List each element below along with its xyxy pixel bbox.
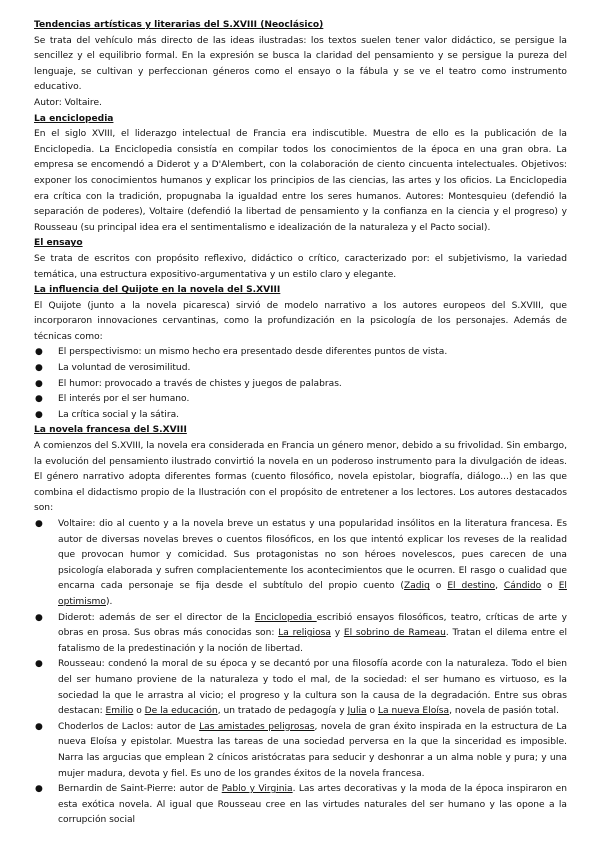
author-item-voltaire bbox=[34, 517, 567, 611]
bullet-icon: ● bbox=[35, 409, 43, 420]
bullet-icon: ● bbox=[35, 659, 43, 670]
work-title: La nueva Eloísa bbox=[377, 706, 450, 717]
section-heading: La novela francesa del S.XVIII bbox=[34, 425, 187, 436]
author-item-diderot bbox=[34, 611, 567, 658]
section-heading: La influencia del Quijote en la novela del S.XVIII bbox=[34, 285, 281, 296]
author-item-saint-pierre bbox=[34, 782, 567, 829]
list-item-text: El interés por el ser humano. bbox=[58, 394, 190, 405]
section-body: El Quijote (junto a la novela picaresca) sirvió de modelo narrativo a los autores europeos del S.XVIII, que incorporaron innovaciones cervantinas, como la profundización en la psicología de los personajes. Además de técnicas como: bbox=[34, 300, 567, 342]
item-text: . Tratan el dilema entre el fatalismo de la predestinación y la noción de libertad. bbox=[58, 628, 568, 654]
section-ensayo bbox=[34, 236, 567, 283]
section-novela-francesa bbox=[34, 423, 567, 828]
author-item-rousseau bbox=[34, 657, 567, 719]
section-body: En el siglo XVIII, el liderazgo intelectual de Francia era indiscutible. Muestra de ello es la publicación de la Enciclopedia. La Enciclopedia consistía en compilar todos los conocimientos de la época en una gran obra. La empresa se encomendó a Diderot y a D'Alembert, con la colaboración de ciento cincuenta intelectuales. Objetivos: exponer los conocimientos humanos y explicar los principios de las ciencias, las artes y los oficios. La Enciclopedia era crítica con la tradición, propugnaba la igualdad entre los seres humanos. Autores: Montesquieu (defendió la separación de poderes), Voltaire (defendió la libertad de pensamiento y la confianza en la ciencia y el progreso) y Rousseau (su principal idea era el sentimentalismo e idealización de la naturaleza y el Pacto social). bbox=[34, 129, 567, 233]
list-item-text: La voluntad de verosimilitud. bbox=[58, 363, 191, 374]
work-title: Enciclopedia bbox=[254, 612, 317, 623]
section-heading: El ensayo bbox=[34, 238, 83, 249]
section-neoclasico bbox=[34, 18, 567, 112]
item-text: . Las artes decorativas y la moda de la época inspiraron en esta exótica novela. Al igual que Rousseau cree en las virtudes naturales del ser humano y las opone a la corrupción social bbox=[58, 784, 567, 826]
item-text: Choderlos de Laclos: autor de bbox=[58, 721, 200, 732]
item-text: , novela de gran éxito inspirada en la estructura de La nueva Eloísa y epistolar. Muestra las tareas de una sociedad perversa en la que la sinceridad es imposible. Narra las argucias que emplean 2 cínicos aristócratas para seducir y deshonrar a un alma noble y pura; y una mujer madura, devota y fiel. Es uno de los grandes éxitos de la novela francesa. bbox=[58, 721, 567, 779]
item-text: Voltaire: dio al cuento y a la novela breve un estatus y una popularidad insólitos en la literatura francesa. Es autor de diversas novelas breves o cuentos filosóficos, en los que intentó explicar los reveses de la realidad que provocan humor y comicidad. Sus protagonistas no son héroes novelescos, pues carecen de una psicología elaborada y sufren complacientemente los acontecimientos que le ocurren. El rasgo o cualidad que encarna cada personaje se fija desde el subtítulo del propio cuento ( bbox=[58, 519, 567, 592]
work-title: El sobrino de Rameau bbox=[343, 628, 446, 639]
list-item bbox=[34, 361, 567, 377]
work-title: Las amistades peligrosas bbox=[199, 721, 315, 732]
bullet-icon: ● bbox=[35, 519, 43, 529]
list-item-text: El humor: provocado a través de chistes y juegos de palabras. bbox=[58, 378, 342, 389]
item-text: Rousseau: condenó la moral de su época y se decantó por una filosofía acorde con la naturaleza. Todo el bien del ser humano proviene de la naturaleza y todo el mal, de la sociedad: el ser humano es virtuoso, es la sociedad la que le arrastra al vicio; el progreso y la cultura son la causa de la degradación. Entre sus obras destacan: bbox=[58, 659, 567, 717]
item-text: , novela de pasión total. bbox=[449, 706, 559, 717]
work-title: La religiosa bbox=[278, 628, 331, 639]
bullet-icon: ● bbox=[35, 784, 43, 795]
bullet-icon: ● bbox=[35, 363, 43, 374]
item-text: , un tratado de pedagogía y bbox=[217, 706, 348, 717]
section-enciclopedia bbox=[34, 112, 567, 237]
item-text: escribió ensayos filosóficos, teatro, críticas de arte y obras en prosa. Sus obras más conocidas son: bbox=[58, 612, 567, 639]
work-title: El optimismo bbox=[58, 581, 567, 607]
bullet-icon: ● bbox=[35, 378, 43, 389]
work-title: Emilio bbox=[105, 706, 134, 717]
bullet-icon: ● bbox=[35, 394, 43, 405]
section-body: Se trata del vehículo más directo de las ideas ilustradas: los textos suelen tener valor didáctico, se persigue la sencillez y el equilibrio formal. En la expresión se busca la claridad del pensamiento y se persigue la pureza del lenguaje, se cultivan y perfeccionan géneros como el ensayo o la fábula y se ve el teatro como instrumento educativo. bbox=[34, 35, 567, 93]
author-list bbox=[34, 517, 567, 829]
section-quijote bbox=[34, 283, 567, 423]
item-text: o bbox=[541, 581, 559, 592]
bullet-icon: ● bbox=[35, 721, 43, 732]
item-text: Bernardin de Saint-Pierre: autor de bbox=[58, 784, 222, 795]
technique-list bbox=[34, 345, 567, 423]
work-title: Cándido bbox=[503, 581, 542, 592]
author-item-laclos bbox=[34, 720, 567, 782]
item-text: y bbox=[330, 628, 344, 639]
list-item bbox=[34, 392, 567, 408]
list-item bbox=[34, 345, 567, 361]
section-heading: Tendencias artísticas y literarias del S.XVIII (Neoclásico) bbox=[34, 20, 324, 30]
item-text: ). bbox=[105, 596, 113, 607]
work-title: Julia bbox=[347, 706, 367, 717]
item-text: o bbox=[429, 581, 448, 592]
list-item-text: El perspectivismo: un mismo hecho era presentado desde diferentes puntos de vista. bbox=[58, 347, 448, 358]
work-title: De la educación bbox=[144, 706, 218, 717]
list-item bbox=[34, 377, 567, 393]
work-title: Zadig bbox=[403, 581, 430, 592]
work-title: El destino bbox=[447, 581, 496, 592]
work-title: Pablo y Virginia bbox=[221, 784, 293, 795]
item-text: o bbox=[133, 706, 145, 717]
list-item bbox=[34, 408, 567, 424]
section-author: Autor: Voltaire. bbox=[34, 97, 102, 108]
section-body: Se trata de escritos con propósito reflexivo, didáctico o crítico, caracterizado por: el subjetivismo, la variedad temática, una estructura expositivo-argumentativa y un estilo claro y elegante. bbox=[34, 253, 567, 280]
section-body: A comienzos del S.XVIII, la novela era considerada en Francia un género menor, debido a su frivolidad. Sin embargo, la evolución del pensamiento ilustrado convirtió la novela en un poderoso instrumento para la divulgación de ideas. El género narrativo adopta diferentes formas (cuento filosófico, novela epistolar, biografía, diálogo...) en las que combina el didactismo propio de la Ilustración con el propósito de entretener a los lectores. Los autores destacados son: bbox=[34, 441, 567, 514]
section-heading: La enciclopedia bbox=[34, 113, 114, 124]
item-text: Diderot: además de ser el director de la bbox=[58, 612, 255, 623]
item-text: o bbox=[366, 706, 378, 717]
list-item-text: La crítica social y la sátira. bbox=[58, 409, 180, 420]
bullet-icon: ● bbox=[35, 612, 43, 623]
bullet-icon: ● bbox=[35, 347, 43, 358]
item-text: , bbox=[495, 581, 504, 592]
